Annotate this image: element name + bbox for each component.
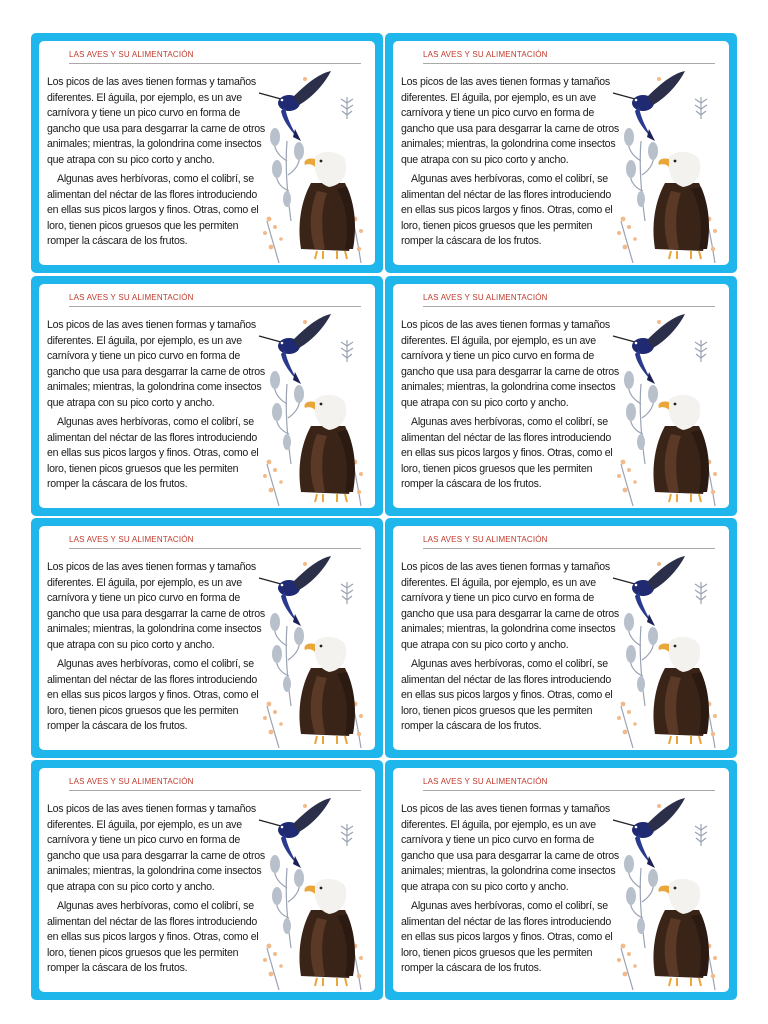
reading-card (31, 518, 383, 758)
hummingbird-icon (613, 556, 685, 626)
title-divider (69, 790, 361, 791)
title-divider (423, 548, 715, 549)
eagle-icon (653, 637, 709, 744)
birds-illustration (257, 314, 367, 508)
reading-card (31, 33, 383, 273)
title-divider (69, 548, 361, 549)
eagle-icon (299, 152, 355, 259)
card-content (39, 526, 375, 750)
reading-card (31, 276, 383, 516)
card-content (39, 284, 375, 508)
card-body (401, 75, 623, 254)
eagle-icon (653, 152, 709, 259)
birds-illustration (257, 71, 367, 265)
card-body (47, 75, 269, 254)
birds-illustration (611, 314, 721, 508)
reading-card (385, 33, 737, 273)
card-title: LAS AVES Y SU ALIMENTACIÓN (69, 777, 194, 786)
card-title: LAS AVES Y SU ALIMENTACIÓN (423, 50, 548, 59)
eagle-icon (299, 637, 355, 744)
title-divider (423, 790, 715, 791)
birds-illustration (257, 556, 367, 750)
title-divider (69, 63, 361, 64)
card-body (401, 560, 623, 739)
card-content (393, 768, 729, 992)
card-body (47, 802, 269, 981)
card-paragraph-2: Algunas aves herbívoras, como el colibrí, se alimentan del néctar de las flores introduciendo en ellas sus picos largos y finos. Otras, como el loro, tienen picos gruesos que les permiten romper la cáscara de los frutos. (47, 173, 259, 247)
card-paragraph-2: Algunas aves herbívoras, como el colibrí, se alimentan del néctar de las flores introduciendo en ellas sus picos largos y finos. Otras, como el loro, tienen picos gruesos que les permiten romper la cáscara de los frutos. (401, 658, 613, 732)
card-title: LAS AVES Y SU ALIMENTACIÓN (423, 293, 548, 302)
hummingbird-icon (259, 798, 331, 868)
hummingbird-icon (613, 798, 685, 868)
eagle-icon (299, 395, 355, 502)
card-paragraph-1: Los picos de las aves tienen formas y tamaños diferentes. El águila, por ejemplo, es un ave carnívora y tiene un pico curvo en forma de gancho que usa para desgarrar la carne de otros animales; mientras, la golondrina come insectos que atrapa con su pico corto y ancho. (47, 561, 265, 651)
hummingbird-icon (613, 314, 685, 384)
card-paragraph-1: Los picos de las aves tienen formas y tamaños diferentes. El águila, por ejemplo, es un ave carnívora y tiene un pico curvo en forma de gancho que usa para desgarrar la carne de otros animales; mientras, la golondrina come insectos que atrapa con su pico corto y ancho. (401, 561, 619, 651)
card-title: LAS AVES Y SU ALIMENTACIÓN (69, 50, 194, 59)
card-paragraph-1: Los picos de las aves tienen formas y tamaños diferentes. El águila, por ejemplo, es un ave carnívora y tiene un pico curvo en forma de gancho que usa para desgarrar la carne de otros animales; mientras, la golondrina come insectos que atrapa con su pico corto y ancho. (47, 76, 265, 166)
reading-card (385, 276, 737, 516)
card-title: LAS AVES Y SU ALIMENTACIÓN (423, 777, 548, 786)
reading-card (385, 760, 737, 1000)
card-paragraph-1: Los picos de las aves tienen formas y tamaños diferentes. El águila, por ejemplo, es un ave carnívora y tiene un pico curvo en forma de gancho que usa para desgarrar la carne de otros animales; mientras, la golondrina come insectos que atrapa con su pico corto y ancho. (47, 803, 265, 893)
card-content (393, 526, 729, 750)
title-divider (423, 63, 715, 64)
reading-card (385, 518, 737, 758)
card-paragraph-2: Algunas aves herbívoras, como el colibrí, se alimentan del néctar de las flores introduciendo en ellas sus picos largos y finos. Otras, como el loro, tienen picos gruesos que les permiten romper la cáscara de los frutos. (401, 900, 613, 974)
card-paragraph-2: Algunas aves herbívoras, como el colibrí, se alimentan del néctar de las flores introduciendo en ellas sus picos largos y finos. Otras, como el loro, tienen picos gruesos que les permiten romper la cáscara de los frutos. (401, 416, 613, 490)
card-paragraph-2: Algunas aves herbívoras, como el colibrí, se alimentan del néctar de las flores introduciendo en ellas sus picos largos y finos. Otras, como el loro, tienen picos gruesos que les permiten romper la cáscara de los frutos. (47, 658, 259, 732)
card-paragraph-1: Los picos de las aves tienen formas y tamaños diferentes. El águila, por ejemplo, es un ave carnívora y tiene un pico curvo en forma de gancho que usa para desgarrar la carne de otros animales; mientras, la golondrina come insectos que atrapa con su pico corto y ancho. (47, 319, 265, 409)
card-paragraph-1: Los picos de las aves tienen formas y tamaños diferentes. El águila, por ejemplo, es un ave carnívora y tiene un pico curvo en forma de gancho que usa para desgarrar la carne de otros animales; mientras, la golondrina come insectos que atrapa con su pico corto y ancho. (401, 803, 619, 893)
card-content (39, 768, 375, 992)
card-body (47, 560, 269, 739)
card-content (39, 41, 375, 265)
hummingbird-icon (259, 71, 331, 141)
card-paragraph-1: Los picos de las aves tienen formas y tamaños diferentes. El águila, por ejemplo, es un ave carnívora y tiene un pico curvo en forma de gancho que usa para desgarrar la carne de otros animales; mientras, la golondrina come insectos que atrapa con su pico corto y ancho. (401, 319, 619, 409)
card-body (401, 802, 623, 981)
card-title: LAS AVES Y SU ALIMENTACIÓN (423, 535, 548, 544)
card-paragraph-2: Algunas aves herbívoras, como el colibrí, se alimentan del néctar de las flores introduciendo en ellas sus picos largos y finos. Otras, como el loro, tienen picos gruesos que les permiten romper la cáscara de los frutos. (47, 416, 259, 490)
hummingbird-icon (259, 556, 331, 626)
card-content (393, 284, 729, 508)
eagle-icon (653, 395, 709, 502)
card-content (393, 41, 729, 265)
card-paragraph-1: Los picos de las aves tienen formas y tamaños diferentes. El águila, por ejemplo, es un ave carnívora y tiene un pico curvo en forma de gancho que usa para desgarrar la carne de otros animales; mientras, la golondrina come insectos que atrapa con su pico corto y ancho. (401, 76, 619, 166)
eagle-icon (299, 879, 355, 986)
birds-illustration (611, 71, 721, 265)
birds-illustration (611, 556, 721, 750)
card-paragraph-2: Algunas aves herbívoras, como el colibrí, se alimentan del néctar de las flores introduciendo en ellas sus picos largos y finos. Otras, como el loro, tienen picos gruesos que les permiten romper la cáscara de los frutos. (401, 173, 613, 247)
birds-illustration (257, 798, 367, 992)
card-title: LAS AVES Y SU ALIMENTACIÓN (69, 535, 194, 544)
title-divider (69, 306, 361, 307)
reading-card (31, 760, 383, 1000)
card-body (47, 318, 269, 497)
eagle-icon (653, 879, 709, 986)
birds-illustration (611, 798, 721, 992)
title-divider (423, 306, 715, 307)
card-paragraph-2: Algunas aves herbívoras, como el colibrí, se alimentan del néctar de las flores introduciendo en ellas sus picos largos y finos. Otras, como el loro, tienen picos gruesos que les permiten romper la cáscara de los frutos. (47, 900, 259, 974)
hummingbird-icon (613, 71, 685, 141)
card-title: LAS AVES Y SU ALIMENTACIÓN (69, 293, 194, 302)
card-body (401, 318, 623, 497)
hummingbird-icon (259, 314, 331, 384)
